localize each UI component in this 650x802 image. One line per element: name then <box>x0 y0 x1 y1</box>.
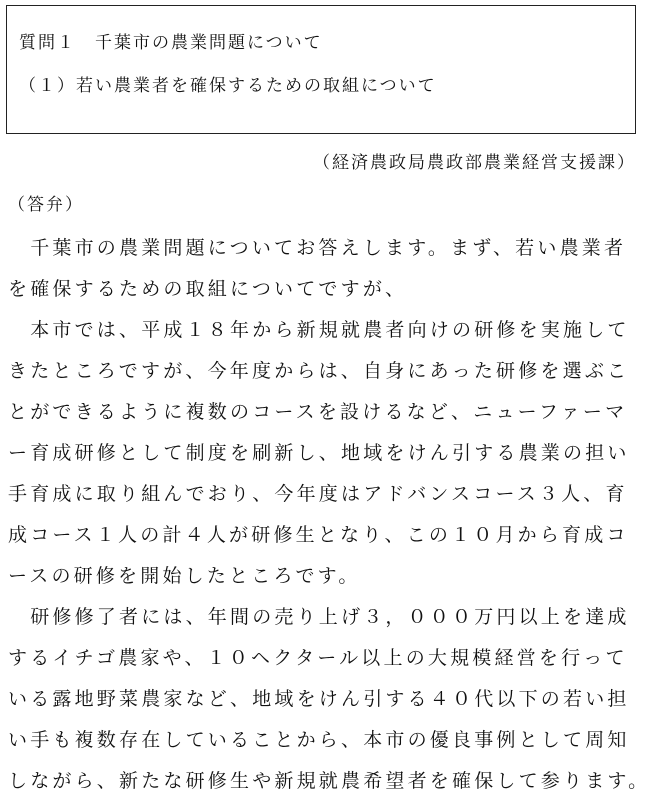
answer-line: しながら、新たな研修生や新規就農希望者を確保して参ります。 <box>8 770 650 792</box>
answer-line: 千葉市の農業問題についてお答えします。まず、若い農業者 <box>8 237 627 259</box>
answer-line: ースの研修を開始したところです。 <box>8 565 361 587</box>
question-subtitle: （１）若い農業者を確保するための取組について <box>19 76 437 96</box>
question-box <box>6 5 636 134</box>
question-title: 質問１ 千葉市の農業問題について <box>19 33 323 53</box>
answer-line: ー育成研修として制度を刷新し、地域をけん引する農業の担い <box>8 442 630 464</box>
answer-line: い手も複数存在していることから、本市の優良事例として周知 <box>8 729 630 751</box>
answer-line: きたところですが、今年度からは、自身にあった研修を選ぶこ <box>8 360 630 382</box>
answer-line: 本市では、平成１８年から新規就農者向けの研修を実施して <box>8 319 630 341</box>
answer-line: 成コース１人の計４人が研修生となり、この１０月から育成コ <box>8 524 629 546</box>
answer-line: 手育成に取り組んでおり、今年度はアドバンスコース３人、育 <box>8 483 628 505</box>
answer-line: 研修修了者には、年間の売り上げ３，０００万円以上を達成 <box>8 606 630 628</box>
answer-label: （答弁） <box>8 195 84 215</box>
answer-body <box>8 228 650 802</box>
answer-line: とができるように複数のコースを設けるなど、ニューファーマ <box>8 401 628 423</box>
answer-line: いる露地野菜農家など、地域をけん引する４０代以下の若い担 <box>8 688 630 710</box>
department-label: （経済農政局農政部農業経営支援課） <box>313 153 636 173</box>
answer-line: を確保するための取組についてですが、 <box>8 278 408 300</box>
answer-line: するイチゴ農家や、１０ヘクタール以上の大規模経営を行って <box>8 647 628 669</box>
